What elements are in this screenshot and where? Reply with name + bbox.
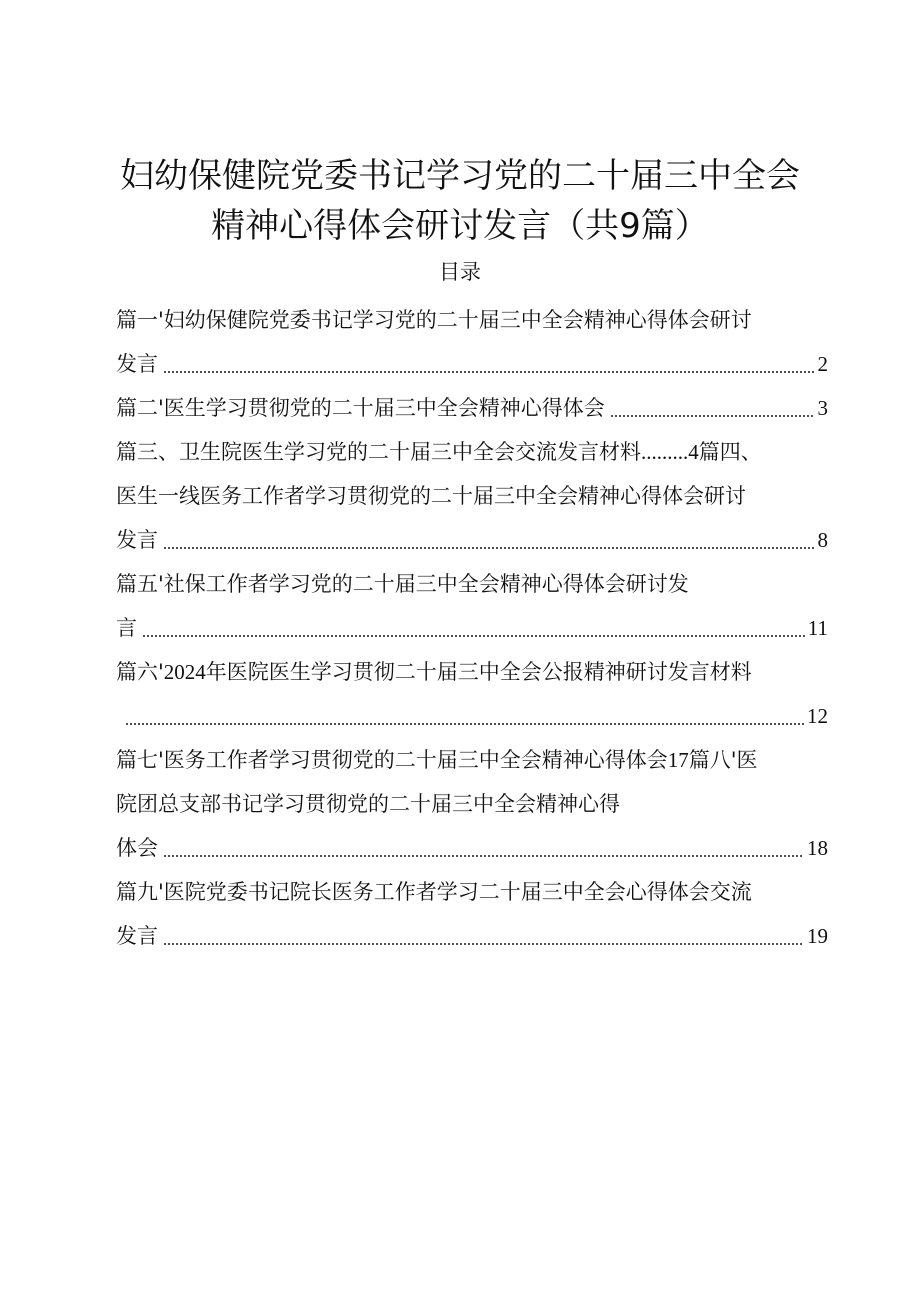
toc-entry-6-prefix: 篇六' (116, 660, 164, 684)
toc-entry-4-line-2[interactable] (116, 474, 828, 518)
document-title (0, 151, 920, 251)
toc-entry-7-line-1[interactable] (116, 738, 828, 782)
dot-leader (610, 415, 815, 417)
toc-entry-6-title: 年医院医生学习贯彻二十届三中全会公报精神研讨发言材料 (205, 660, 752, 684)
toc-entry-4-title: 医生一线医务工作者学习贯彻党的二十届三中全会精神心得体会研讨 (116, 484, 746, 508)
toc-entry-3-title: 篇三、卫生院医生学习党的二十届三中全会交流发言材料 (116, 440, 641, 464)
toc-entry-3-dots: ......... (641, 440, 689, 464)
dot-leader (163, 855, 804, 857)
toc-entry-4-title-cont: 发言 (116, 528, 158, 552)
toc-entry-8-line-3[interactable] (116, 826, 828, 870)
toc-entry-1-line-1[interactable] (116, 298, 828, 342)
toc-heading: 目录 (439, 260, 481, 284)
toc-entry-4-line-3[interactable] (116, 518, 828, 562)
dot-leader (163, 547, 815, 549)
toc-entry-4-page: 8 (817, 528, 828, 552)
document-title-line-1: 妇幼保健院党委书记学习党的二十届三中全会 (120, 155, 800, 196)
toc-entry-9-page: 19 (807, 924, 828, 948)
toc-entry-6-page: 12 (807, 704, 828, 728)
toc-entry-1-title-cont: 发言 (116, 352, 158, 376)
toc-entry-9-line-2[interactable] (116, 914, 828, 958)
toc-entry-5-page: 11 (807, 616, 828, 640)
toc-entry-9-title: 篇九'医院党委书记院长医务工作者学习二十届三中全会心得体会交流 (116, 880, 752, 904)
toc-entry-4-title-start: 篇四、 (698, 440, 762, 464)
toc-entry-9-title-cont: 发言 (116, 924, 158, 948)
toc-entry-8-title-cont: 体会 (116, 836, 158, 860)
document-title-line-2: 精神心得体会研讨发言（共9篇） (211, 205, 709, 246)
toc-entry-6-year: 2024 (163, 660, 206, 684)
toc-entry-8-page: 18 (807, 836, 828, 860)
toc-entry-5-line-2[interactable] (116, 606, 828, 650)
toc-entry-3-page: 4 (688, 440, 699, 464)
toc-entry-2[interactable] (116, 386, 828, 430)
toc-entry-1-line-2[interactable] (116, 342, 828, 386)
toc-entry-5-title: 篇五'社保工作者学习党的二十届三中全会精神心得体会研讨发 (116, 572, 689, 596)
toc-entry-1-title: 篇一'妇幼保健院党委书记学习党的二十届三中全会精神心得体会研讨 (116, 308, 752, 332)
toc-entry-1-page: 2 (817, 352, 828, 376)
table-of-contents (116, 298, 828, 958)
dot-leader (142, 635, 805, 637)
dot-leader (163, 943, 804, 945)
toc-entry-5-line-1[interactable] (116, 562, 828, 606)
toc-entry-7-page: 17 (667, 748, 689, 772)
toc-entry-3-line-1[interactable] (116, 430, 828, 474)
toc-entry-6-line-1[interactable] (116, 650, 828, 694)
toc-entry-5-title-cont: 言 (116, 616, 137, 640)
toc-entry-2-title: 篇二'医生学习贯彻党的二十届三中全会精神心得体会 (116, 396, 605, 420)
toc-entry-9-line-1[interactable] (116, 870, 828, 914)
dot-leader (163, 371, 815, 373)
toc-entry-2-page: 3 (817, 396, 828, 420)
toc-entry-7-title: 篇七'医务工作者学习贯彻党的二十届三中全会精神心得体会 (116, 748, 668, 772)
toc-entry-6-line-2[interactable] (116, 694, 828, 738)
toc-entry-8-line-2[interactable] (116, 782, 828, 826)
toc-entry-8-title-start: 篇八'医 (688, 748, 758, 772)
toc-entry-8-title: 院团总支部书记学习贯彻党的二十届三中全会精神心得 (116, 792, 620, 816)
dot-leader (125, 723, 804, 725)
